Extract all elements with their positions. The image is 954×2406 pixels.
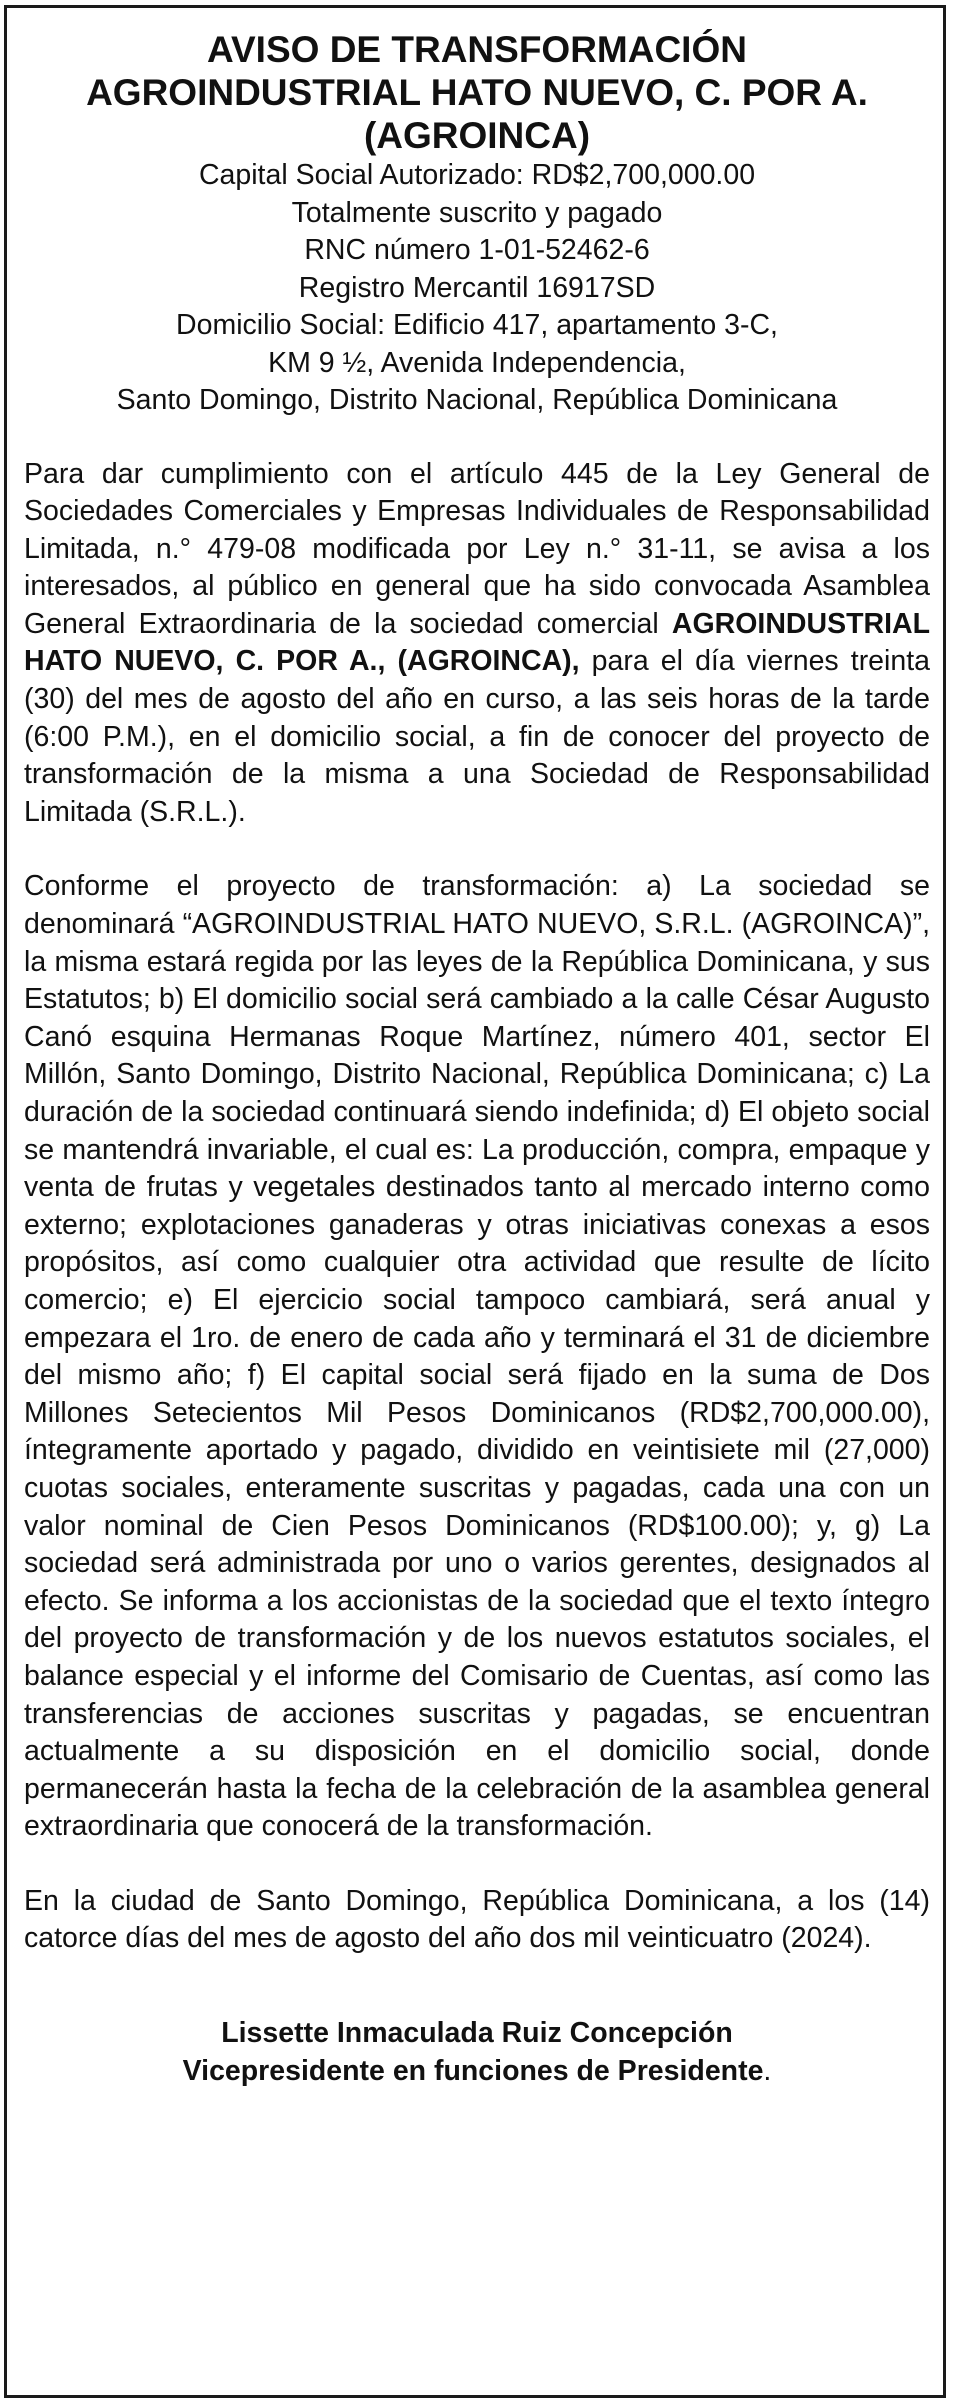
signatory-role: Vicepresidente en funciones de Presidente [182, 2055, 764, 2088]
address-line-3: Santo Domingo, Distrito Nacional, República Dominicana [116, 384, 838, 416]
authorized-capital: Capital Social Autorizado: RD$2,700,000.00 [198, 159, 756, 191]
rnc-number: RNC número 1-01-52462-6 [304, 234, 650, 266]
notice-title-line-1: AVISO DE TRANSFORMACIÓN [207, 29, 747, 70]
signatory-role-line [24, 2052, 930, 2090]
mercantile-registry: Registro Mercantil 16917SD [298, 271, 656, 304]
transformation-project-paragraph: Conforme el proyecto de transformación: a) La sociedad se denominará “AGROINDUSTRIAL HATO NUEVO, S.R.L. (AGROINCA)”, la misma estará regida por las leyes de la República Dominicana, y sus Estatutos; b) El domicilio social será cambiado a la calle César Augusto Canó esquina Hermanas Roque Martínez, número 401, sector El Millón, Santo Domingo, Distrito Nacional, República Dominicana; c) La duración de la sociedad continuará siendo indefinida; d) El objeto social se mantendrá invariable, el cual es: La producción, compra, empaque y venta de frutas y vegetales destinados tanto al mercado interno como externo; explotaciones ganaderas y otras iniciativas conexas a esos propósitos, así como cualquier otra actividad que resulte de lícito comercio; e) El ejercicio social tampoco cambiará, será anual y empezara el 1ro. de enero de cada año y terminará el 31 de diciembre del mismo año; f) El capital social será fijado en la suma de Dos Millones Setecientos Mil Pesos Dominicanos (RD$2,700,000.00), íntegramente aportado y pagado, dividido en veintisiete mil (27,000) cuotas sociales, enteramente suscritas y pagadas, cada una con un valor nominal de Cien Pesos Dominicanos (RD$100.00); y, g) La sociedad será administrada por uno o varios gerentes, designados al efecto. Se informa a los accionistas de la sociedad que el texto íntegro del proyecto de transformación y de los nuevos estatutos sociales, el balance especial y el informe del Comisario de Cuentas, así como las transferencias de acciones suscritas y pagadas, se encuentran actualmente a su disposición en el domicilio social, donde permanecerán hasta la fecha de la celebración de la asamblea general extraordinaria que conocerá de la transformación. [24, 870, 930, 1843]
notice-title-line-3: (AGROINCA) [363, 115, 591, 156]
subscription-status: Totalmente suscrito y pagado [291, 196, 663, 229]
signatory-role-period: . [763, 2055, 772, 2088]
signatory-name: Lissette Inmaculada Ruiz Concepción [221, 2017, 733, 2050]
convocation-text-start: Para dar cumplimiento con el artículo 445 de la Ley General de Sociedades Comerciales y Empresas Individuales de Responsabilidad Limitada, n.° 479-08 modificada por Ley n.° 31-11, se avisa a los interesados, al público en general que ha sido convocada Asamblea General Extraordinaria de la sociedad comercial [24, 457, 930, 640]
signature-block [24, 2014, 930, 2090]
convocation-paragraph [24, 456, 930, 832]
date-place-paragraph: En la ciudad de Santo Domingo, República Dominicana, a los (14) catorce días del mes de agosto del año dos mil veinticuatro (2024). [24, 1884, 930, 1955]
convocation-text-end: para el día viernes treinta (30) del mes de agosto del año en curso, a las seis horas de la tarde (6:00 P.M.), en el domicilio social, a fin de conocer del proyecto de transformación de la misma a una Sociedad de Responsabilidad Limitada (S.R.L.). [24, 645, 930, 828]
company-name-bold: AGROINDUSTRIAL HATO NUEVO, C. POR A., (AGROINCA), [24, 607, 930, 678]
notice-title-line-2: AGROINDUSTRIAL HATO NUEVO, C. POR A. [86, 72, 868, 113]
address-line-1: Domicilio Social: Edificio 417, apartamento 3-C, [176, 309, 778, 341]
notice-content [24, 28, 930, 2090]
notice-header [24, 28, 930, 420]
address-line-2: KM 9 ½, Avenida Independencia, [268, 346, 686, 379]
